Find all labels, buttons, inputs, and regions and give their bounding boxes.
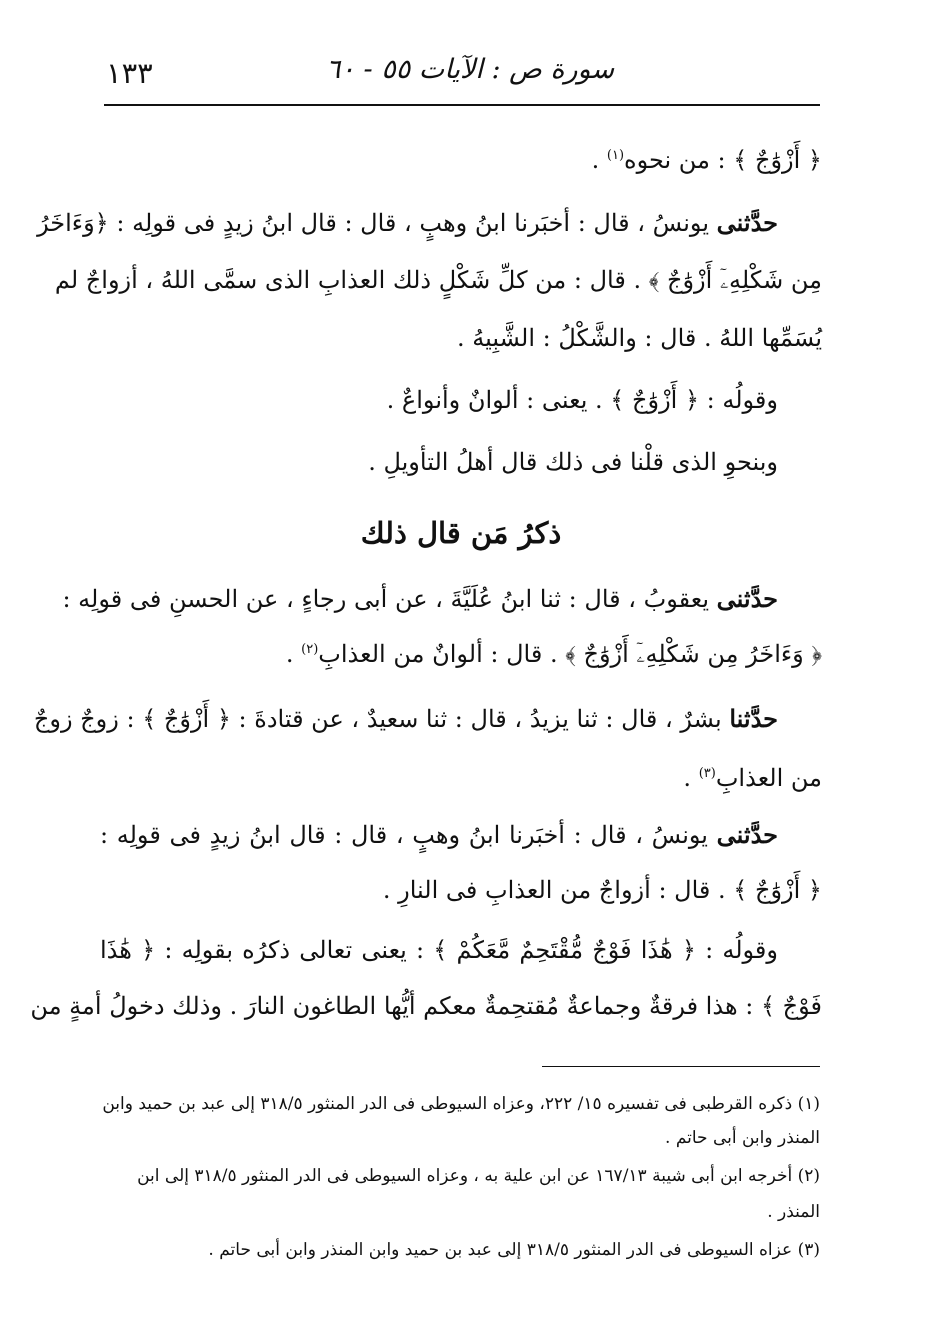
paragraph-5-line-2 bbox=[100, 764, 822, 792]
narration-keyword: حدَّثنا bbox=[729, 704, 778, 733]
paragraph-6-line-1 bbox=[100, 820, 822, 849]
paragraph-text: ﴿ وَءَاخَرُ مِن شَكْلِهِۦٓ أَزْوَٰجٌ ﴾ . قال : ألوانٌ من العذابِ bbox=[318, 640, 822, 668]
footnote-2-line-1: (٢) أخرجه ابن أبى شيبة ١٦٧/١٣ عن ابن علية به ، وعزاه السيوطى فى الدر المنثور ٣١٨/٥ إلى ابن bbox=[137, 1166, 820, 1186]
narration-keyword: حدَّثنى bbox=[716, 208, 778, 237]
paragraph-text: يونسُ ، قال : أخبَرنا ابنُ وهبٍ ، قال : قال ابنُ زيدٍ فى قولِه : ﴿وَءَاخَرُ bbox=[37, 209, 717, 237]
paragraph-7-line-1: وقولُه : ﴿ هَٰذَا فَوْجٌ مُّقْتَحِمٌ مَّعَكُمْ ﴾ : يعنى تعالى ذكرُه بقولِه : ﴿ هَٰذَا bbox=[100, 936, 778, 964]
footnote-ref-2: (٢) bbox=[301, 642, 319, 657]
footnote-3: (٣) عزاه السيوطى فى الدر المنثور ٣١٨/٥ إلى عبد بن حميد وابن المنذر وابن أبى حاتم . bbox=[208, 1240, 820, 1260]
paragraph-6-line-2: ﴿ أَزْوَٰجٌ ﴾ . قال : أزواجٌ من العذابِ فى النارِ . bbox=[382, 876, 822, 904]
footnote-1-line-1: (١) ذكره القرطبى فى تفسيره ١٥/ ٢٢٢، وعزاه السيوطى فى الدر المنثور ٣١٨/٥ إلى عبد بن حميد وابن bbox=[102, 1094, 820, 1114]
footnote-ref-1: (١) bbox=[606, 148, 625, 163]
paragraph-1-line-1 bbox=[37, 208, 822, 237]
paragraph-text: بشرٌ ، قال : ثنا يزيدُ ، قال : ثنا سعيدٌ ، عن قتادةَ : ﴿ أَزْوَٰجٌ ﴾ : زوجٌ زوجٌ bbox=[33, 705, 730, 733]
text-line-1 bbox=[100, 146, 822, 174]
footnote-1-line-2: المنذر وابن أبى حاتم . bbox=[665, 1128, 820, 1148]
running-header-title: سورة ص : الآيات ٥٥ - ٦٠ bbox=[325, 54, 615, 85]
quran-quote: ﴿ أَزْوَٰجٌ ﴾ : من نحوه bbox=[624, 146, 822, 174]
footnote-rule bbox=[542, 1066, 820, 1067]
paragraph-2: وقولُه : ﴿ أَزْوَٰجٌ ﴾ . يعنى : ألوانٌ وأنواعٌ . bbox=[386, 386, 778, 414]
footnote-2-line-2: المنذر . bbox=[767, 1202, 820, 1222]
section-heading: ذكرُ مَن قال ذلك bbox=[360, 516, 562, 550]
punctuation: . bbox=[683, 764, 699, 792]
narration-keyword: حدَّثنى bbox=[716, 820, 778, 849]
paragraph-text: يعقوبُ ، قال : ثنا ابنُ عُلَيَّةَ ، عن أبى رجاءٍ ، عن الحسنِ فى قولِه : bbox=[62, 585, 717, 613]
paragraph-1-line-3: يُسَمِّها اللهُ . قال : والشَّكْلُ : الشَّبِيهُ . bbox=[457, 324, 822, 352]
paragraph-3: وبنحوِ الذى قلْنا فى ذلك قال أهلُ التأويلِ . bbox=[368, 448, 778, 476]
paragraph-text: من العذابِ bbox=[715, 764, 822, 792]
paragraph-7-line-2: فَوْجٌ ﴾ : هذا فرقةٌ وجماعةٌ مُقتحِمةٌ معكم أيُّها الطاغون النارَ . وذلك دخولُ أمةٍ من bbox=[30, 992, 822, 1020]
footnote-ref-3: (٣) bbox=[698, 766, 716, 781]
paragraph-text: يونسُ ، قال : أخبَرنا ابنُ وهبٍ ، قال : قال ابنُ زيدٍ فى قولِه : bbox=[100, 821, 717, 849]
paragraph-4-line-1 bbox=[62, 584, 822, 613]
page-number: ١٣٣ bbox=[106, 56, 153, 90]
paragraph-4-line-2 bbox=[100, 640, 822, 668]
paragraph-1-line-2: مِن شَكْلِهِۦٓ أَزْوَٰجٌ ﴾ . قال : من كلِّ شَكْلٍ ذلك العذابِ الذى سمَّى اللهُ ، أزواجٌ لم bbox=[54, 266, 822, 294]
narration-keyword: حدَّثنى bbox=[716, 584, 778, 613]
punctuation: . bbox=[591, 146, 607, 174]
paragraph-5-line-1 bbox=[33, 704, 822, 733]
punctuation: . bbox=[285, 640, 302, 668]
